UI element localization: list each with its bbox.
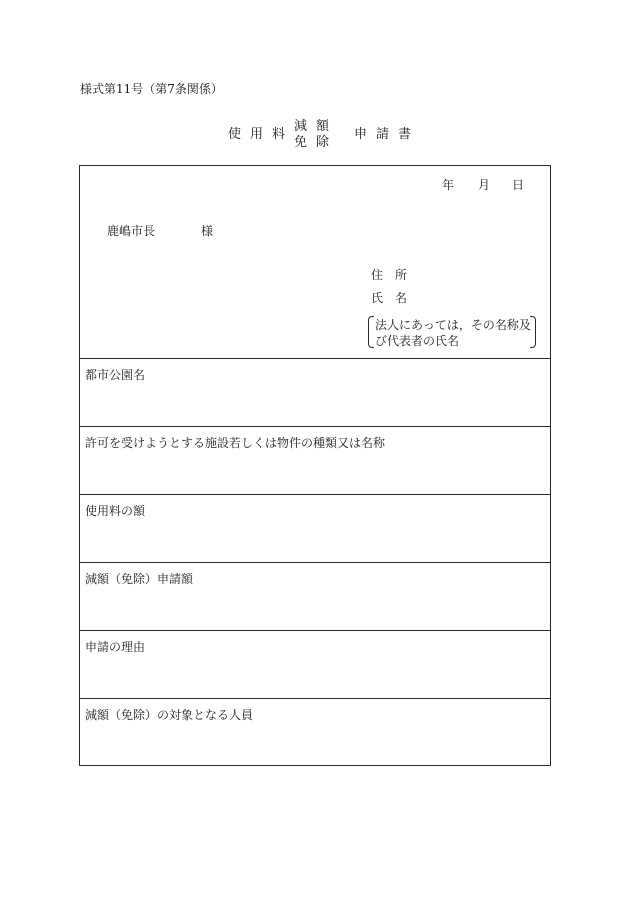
date-day-label: 日 — [512, 178, 525, 192]
facility-type-label: 許可を受けようとする施設若しくは物件の種類又は名称 — [85, 436, 386, 450]
title-char: 用 — [250, 127, 264, 142]
reason-label: 申請の理由 — [85, 640, 146, 654]
title-char: 申 — [354, 127, 368, 142]
address-label: 住 所 — [371, 268, 408, 282]
form-number: 様式第11号（第7条関係） — [80, 82, 223, 96]
title-char: 使 — [228, 127, 242, 142]
requested-amount-label: 減額（免除）申請額 — [85, 572, 194, 586]
park-name-label: 都市公園名 — [85, 368, 146, 382]
form-title — [228, 115, 428, 150]
title-char: 減 — [294, 119, 308, 134]
name-label: 氏 名 — [371, 291, 408, 305]
row-divider — [80, 494, 550, 495]
title-char: 料 — [272, 127, 286, 142]
corporation-note-line: び代表者の氏名 — [375, 334, 460, 348]
application-form-table — [79, 165, 551, 766]
corporation-note-line: 法人にあっては，その名称及 — [375, 318, 531, 332]
title-char: 額 — [316, 119, 330, 134]
date-year-label: 年 — [442, 178, 455, 192]
title-char: 書 — [398, 127, 412, 142]
title-char: 免 — [294, 135, 308, 150]
left-bracket — [368, 316, 374, 348]
title-char: 除 — [316, 135, 330, 150]
usage-fee-label: 使用料の額 — [85, 504, 146, 518]
target-personnel-label: 減額（免除）の対象となる人員 — [85, 708, 254, 722]
title-char: 請 — [376, 127, 390, 142]
row-divider — [80, 630, 550, 631]
corporation-note — [368, 316, 536, 348]
row-divider — [80, 358, 550, 359]
row-divider — [80, 562, 550, 563]
row-divider — [80, 698, 550, 699]
addressee-honorific: 様 — [201, 224, 214, 238]
row-divider — [80, 426, 550, 427]
addressee-name: 鹿嶋市長 — [107, 224, 156, 238]
date-month-label: 月 — [478, 178, 491, 192]
